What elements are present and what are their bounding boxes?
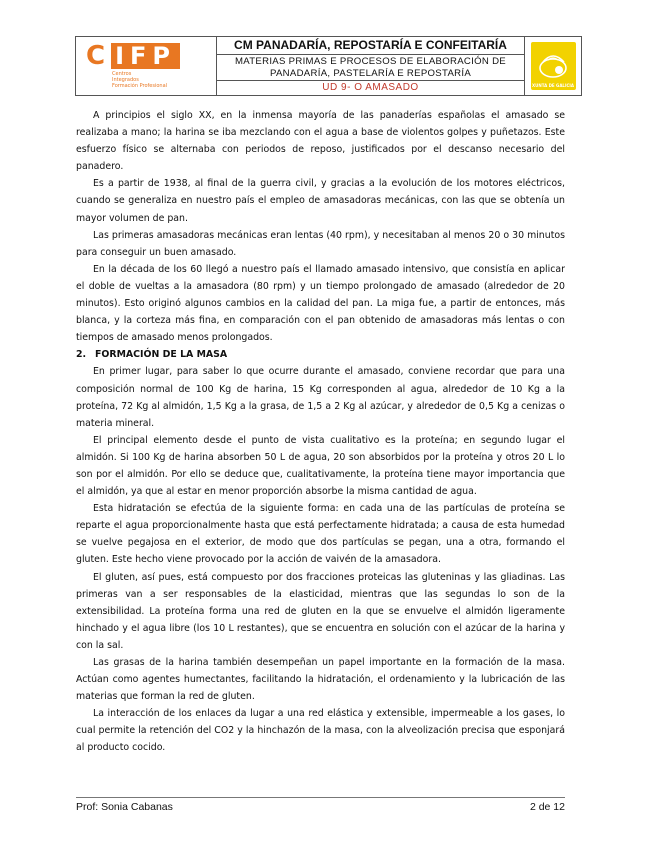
paragraph: En la década de los 60 llegó a nuestro país el llamado amasado intensivo, que consistía en aplicar el doble de vueltas a la amasadora (80 rpm) y un tiempo prolongado de amasado (alrededor de 20 minutos). Esto originó algunos cambios en la calidad del pan. La miga fue, a partir de entonces, más blanca, y la corteza más fina, en comparación con el pan obtenido de amasadoras más lentas o con tiempos de amasado menos prolongados. <box>76 263 565 344</box>
paragraph: La interacción de los enlaces da lugar a una red elástica y extensible, impermeable a los gases, lo cual permite la retención del CO2 y la hinchazón de la masa, con la alveolización precisa que esponjará al producto cocido. <box>76 708 565 754</box>
paragraph: El gluten, así pues, está compuesto por dos fracciones proteicas las gluteninas y las gliadinas. Las primeras van a ser responsables de la elasticidad, mientras que las segundas lo son de la extensibilidad. La proteína forma una red de gluten en la que se envuelve el almidón ligeramente hinchado y el agua libre (los 10 L restantes), que se encuentra en solución con el azúcar de la harina y con la sal. <box>76 571 565 651</box>
paragraph: Las primeras amasadoras mecánicas eran lentas (40 rpm), y necesitaban al menos 20 o 30 minutos para conseguir un buen amasado. <box>76 229 565 258</box>
cifp-logo <box>76 37 217 95</box>
document-body <box>76 107 565 757</box>
section-number: 2. <box>76 349 87 361</box>
xunta-logo-text: XUNTA DE GALICIA <box>532 83 574 88</box>
bread-logo-icon <box>537 48 570 81</box>
paragraph: Las grasas de la harina también desempeñan un papel importante en la formación de la masa. Actúan como agentes humectantes, facilitando la hidratación, el ordenamiento y la lubricación de las materias que forman la red de gluten. <box>76 657 565 703</box>
paragraph: A principios el siglo XX, en la inmensa mayoría de las panaderías españolas el amasado se realizaba a mano; la harina se iba mezclando con el agua a base de violentos golpes y puñetazos. Este esfuerzo físico se alternaba con periodos de reposo, justificados por el descanso necesario del panadero. <box>76 110 565 173</box>
paragraph: En primer lugar, para saber lo que ocurre durante el amasado, conviene recordar que para una composición normal de 100 Kg de harina, 15 Kg corresponden al agua, alrededor de 10 Kg a la proteína, 72 Kg al almidón, 1,5 Kg a la grasa, de 1,5 a 2 Kg al azúcar, y alrededor de 0,5 Kg a cenizas o materia mineral. <box>76 366 565 429</box>
module-title: MATERIAS PRIMAS E PROCESOS DE ELABORACIÓN DE PANADARÍA, PASTELARÍA E REPOSTARÍA <box>217 55 524 81</box>
paragraph: El principal elemento desde el punto de vista cualitativo es la proteína; en segundo lugar el almidón. Si 100 Kg de harina absorben 50 L de agua, 20 son absorbidos por la proteína y otros 20 L lo son por el almidón. Por ello se deduce que, cualitativamente, la proteína tiene mayor importancia que el almidón, ya que al estar en menor proporción absorbe la misma cantidad de agua. <box>76 434 565 498</box>
footer-author: Prof: Sonia Cabanas <box>76 801 173 813</box>
cifp-logo-letter: C <box>86 41 108 71</box>
document-footer <box>76 801 565 813</box>
document-header <box>75 36 582 96</box>
header-titles <box>217 37 525 95</box>
unit-title: UD 9- O AMASADO <box>322 82 419 93</box>
footer-divider <box>76 797 565 798</box>
cifp-logo-subtitle: Centros Integrados Formación Profesional <box>112 71 168 89</box>
section-heading <box>76 346 565 363</box>
course-title: CM PANADARÍA, REPOSTARÍA E CONFEITARÍA <box>217 37 524 55</box>
paragraph: Es a partir de 1938, al final de la guerra civil, y gracias a la evolución de los motores eléctricos, cuando se generaliza en nuestro país el empleo de amasadoras mecánicas, con las que se obtenía un mayor volumen de pan. <box>76 178 565 224</box>
section-title: FORMACIÓN DE LA MASA <box>95 349 228 361</box>
page-number: 2 de 12 <box>529 801 565 813</box>
paragraph: Esta hidratación se efectúa de la siguiente forma: en cada una de las partículas de proteína se reparte el agua proporcionalmente hasta que está perfectamente hidratada; a causa de esta humedad se vuelve pegajosa en el exterior, de modo que dos partículas se pegan, una a otra, formando el gluten. Este hecho viene provocado por la acción de vaivén de la amasadora. <box>76 503 565 566</box>
xunta-logo <box>525 37 581 95</box>
cifp-logo-box: IFP <box>111 43 180 69</box>
